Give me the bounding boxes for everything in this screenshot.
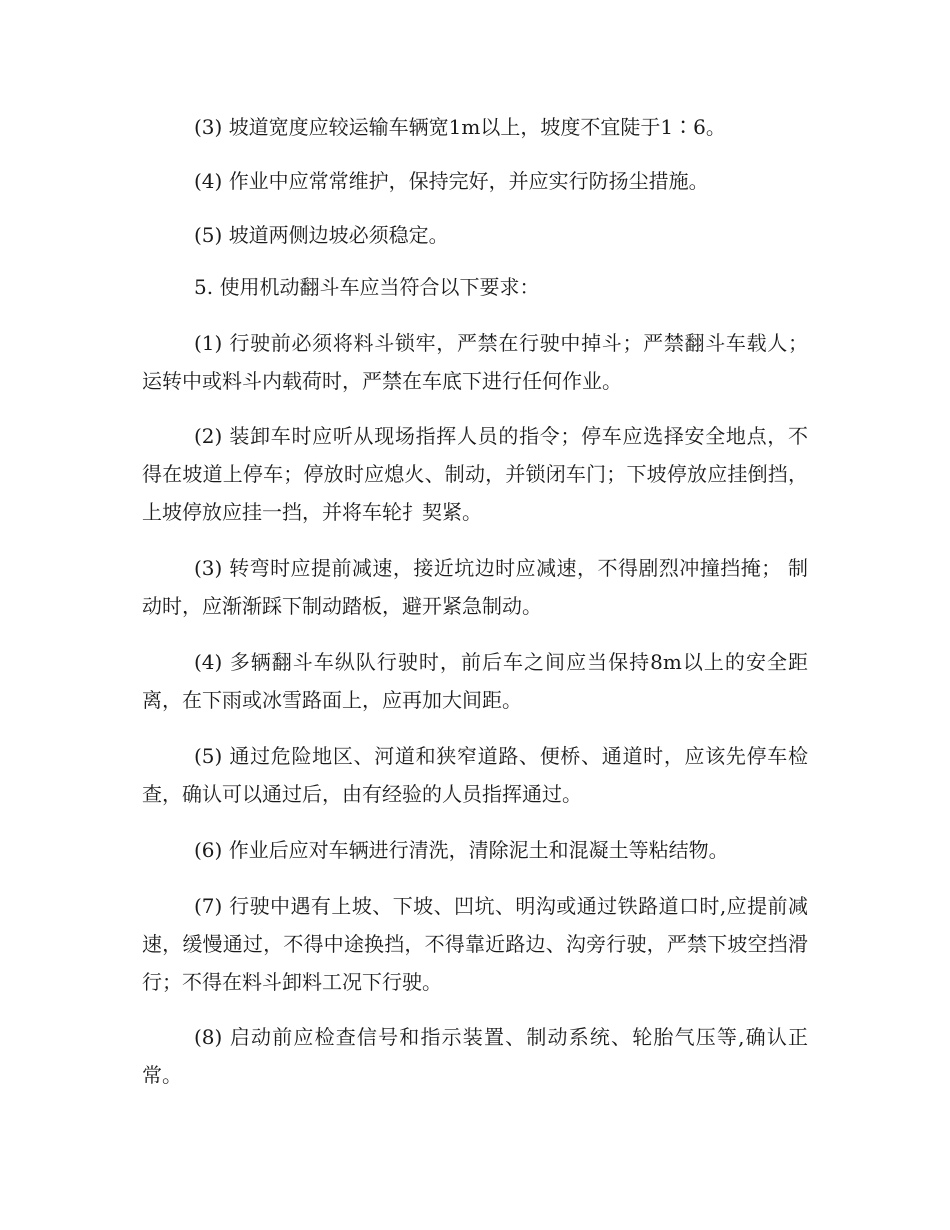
paragraph-maintenance: (4) 作业中应常常维护，保持完好，并应实行防扬尘措施。 [194,169,709,193]
paragraph-cleaning: (6) 作业后应对车辆进行清洗，清除泥土和混凝土等粘结物。 [194,838,729,862]
paragraph-slope-driving: (7) 行驶中遇有上坡、下坡、凹坑、明沟或通过铁路道口时,应提前减速，缓慢通过，不得中途换挡，不得靠近路边、沟旁行驶，严禁下坡空挡滑行；不得在料斗卸料工况下行驶。 [142,894,808,994]
document-body [142,108,808,1094]
paragraph-lock-hopper: (1) 行驶前必须将料斗锁牢，严禁在行驶中掉斗；严禁翻斗车载人；运转中或料斗内载荷时，严禁在车底下进行任何作业。 [142,331,808,393]
paragraph-pre-start-check: (8) 启动前应检查信号和指示装置、制动系统、轮胎气压等,确认正常。 [142,1025,808,1087]
paragraph-slope-width: (3) 坡道宽度应较运输车辆宽1m以上，坡度不宜陡于1∶6。 [194,115,726,139]
paragraph-convoy-distance: (4) 多辆翻斗车纵队行驶时，前后车之间应当保持8m以上的安全距离，在下雨或冰雪路面上，应再加大间距。 [142,650,808,712]
paragraph-slope-stability: (5) 坡道两侧边坡必须稳定。 [194,223,449,247]
section-heading-dumper-requirements: 5. 使用机动翻斗车应当符合以下要求： [194,275,540,299]
paragraph-loading-parking: (2) 装卸车时应听从现场指挥人员的指令；停车应选择安全地点，不得在坡道上停车；停放时应熄火、制动，并锁闭车门；下坡停放应挂倒挡，上坡停放应挂一挡，并将车轮扌契紧。 [142,424,808,524]
paragraph-dangerous-areas: (5) 通过危险地区、河道和狭窄道路、便桥、通道时，应该先停车检查，确认可以通过后，由有经验的人员指挥通过。 [142,744,808,806]
paragraph-turning-braking: (3) 转弯时应提前减速，接近坑边时应减速，不得剧烈冲撞挡掩； 制动时，应渐渐踩下制动踏板，避开紧急制动。 [142,556,808,618]
